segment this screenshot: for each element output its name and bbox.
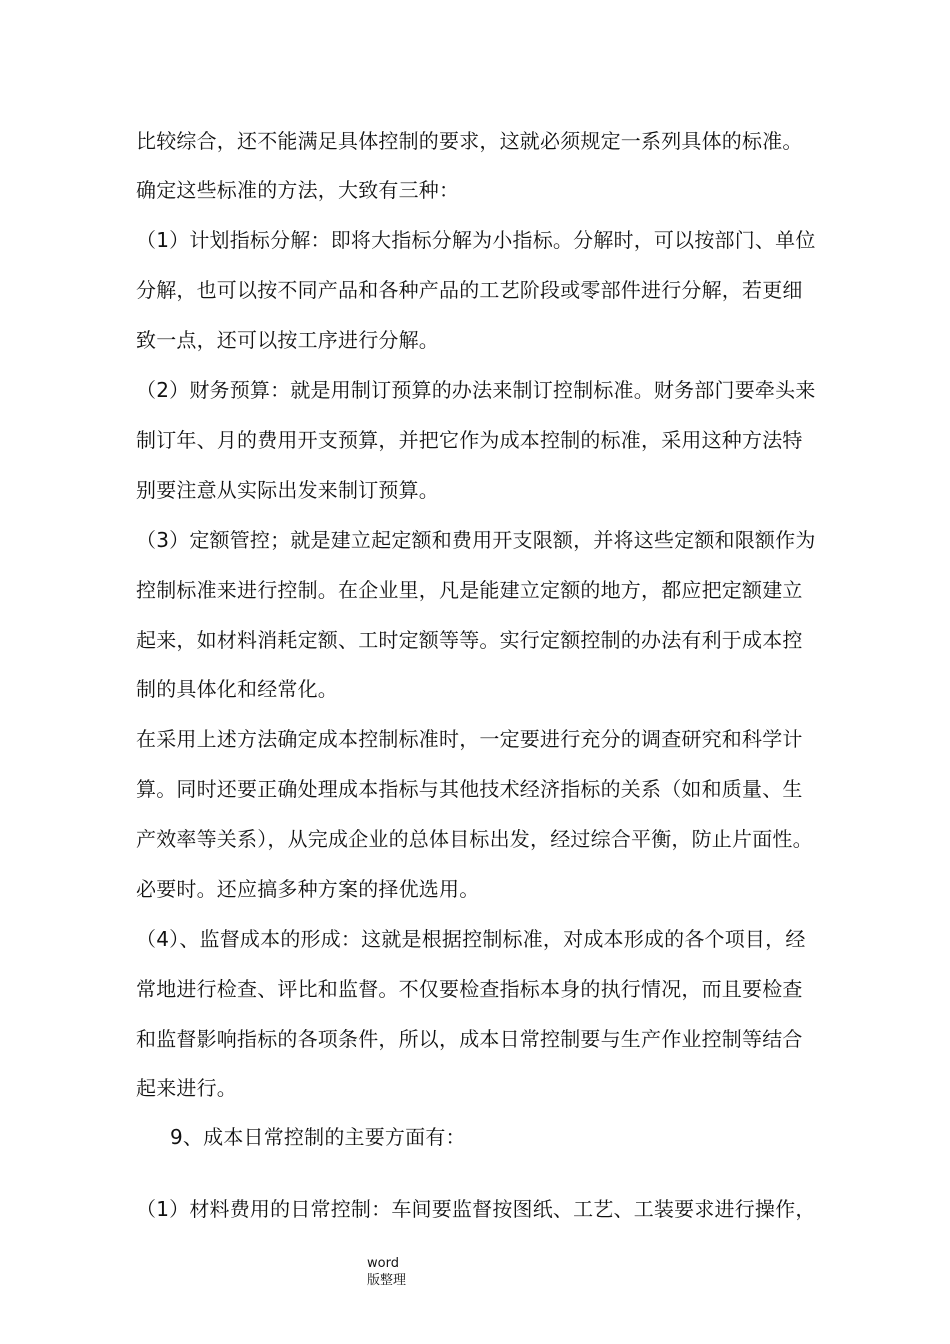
- text-line: 常地进行检查、评比和监督。不仅要检查指标本身的执行情况，而且要检查: [136, 977, 803, 1001]
- text-line: 在采用上述方法确定成本控制标准时，一定要进行充分的调查研究和科学计: [136, 727, 803, 751]
- text-line: （2）财务预算：就是用制订预算的办法来制订控制标准。财务部门要牵头来: [136, 378, 816, 402]
- footer-line: 版整理: [367, 1273, 407, 1288]
- footer-line: word: [367, 1256, 399, 1271]
- text-line: （1）计划指标分解：即将大指标分解为小指标。分解时，可以按部门、单位: [136, 228, 816, 252]
- text-line: 起来进行。: [136, 1076, 237, 1100]
- text-line: 比较综合，还不能满足具体控制的要求，这就必须规定一系列具体的标准。: [136, 129, 803, 153]
- text-line: 控制标准来进行控制。在企业里，凡是能建立定额的地方，都应把定额建立: [136, 578, 803, 602]
- text-line: 致一点，还可以按工序进行分解。: [136, 328, 439, 352]
- text-line: 算。同时还要正确处理成本指标与其他技术经济指标的关系（如和质量、生: [136, 777, 803, 801]
- text-line: 制的具体化和经常化。: [136, 677, 338, 701]
- text-line: 别要注意从实际出发来制订预算。: [136, 478, 439, 502]
- text-line: 产效率等关系），从完成企业的总体目标出发，经过综合平衡，防止片面性。: [136, 827, 813, 851]
- text-line: 和监督影响指标的各项条件，所以，成本日常控制要与生产作业控制等结合: [136, 1027, 803, 1051]
- text-line: 9、成本日常控制的主要方面有：: [170, 1125, 466, 1149]
- text-line: （3）定额管控；就是建立起定额和费用开支限额，并将这些定额和限额作为: [136, 528, 816, 552]
- text-line: 分解，也可以按不同产品和各种产品的工艺阶段或零部件进行分解，若更细: [136, 278, 803, 302]
- text-line: 制订年、月的费用开支预算，并把它作为成本控制的标准，采用这种方法特: [136, 428, 803, 452]
- text-line: 必要时。还应搞多种方案的择优选用。: [136, 877, 480, 901]
- text-line: 确定这些标准的方法，大致有三种：: [136, 178, 460, 202]
- text-line: （4）、监督成本的形成：这就是根据控制标准，对成本形成的各个项目，经: [136, 927, 806, 951]
- text-line: （1）材料费用的日常控制：车间要监督按图纸、工艺、工装要求进行操作，: [136, 1197, 816, 1221]
- text-line: 起来，如材料消耗定额、工时定额等等。实行定额控制的办法有利于成本控: [136, 628, 803, 652]
